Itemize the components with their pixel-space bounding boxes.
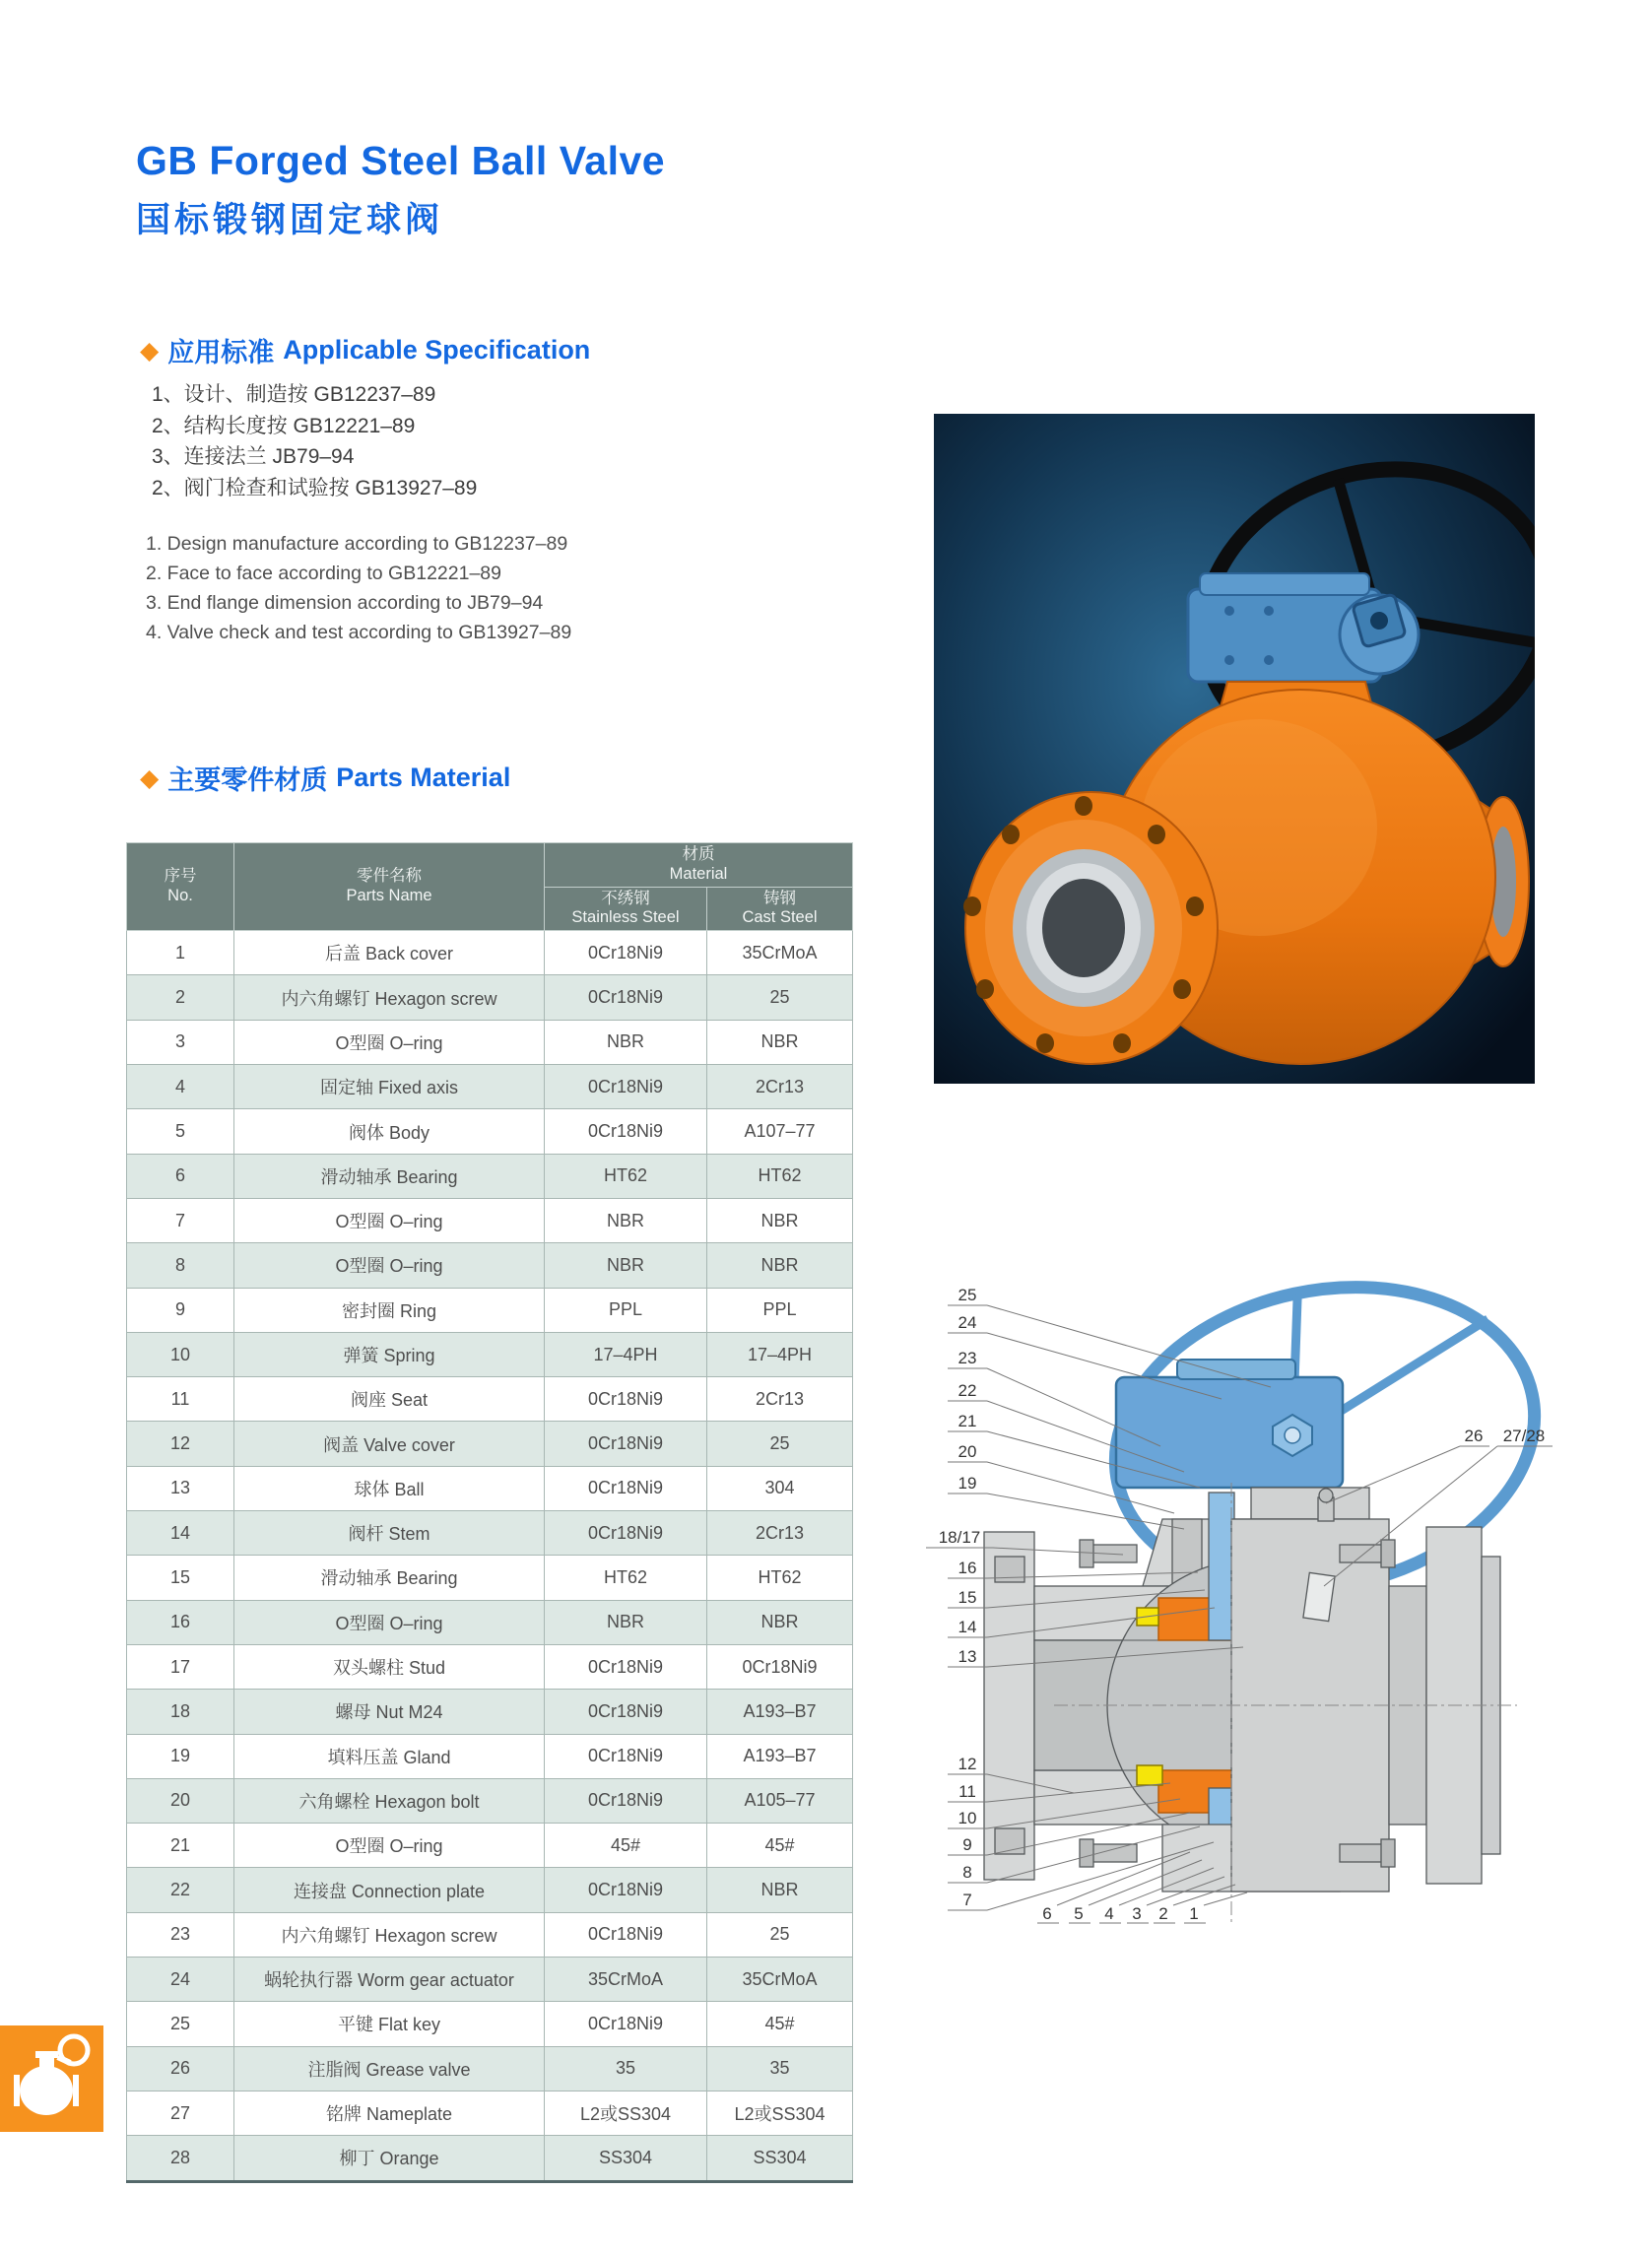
- table-row: [127, 2046, 853, 2091]
- section-heading-zh: 应用标准: [167, 338, 275, 367]
- table-row: [127, 1778, 853, 1823]
- callout-label: 20: [958, 1442, 977, 1461]
- table-row: [127, 1690, 853, 1734]
- material-cast: 0Cr18Ni9: [707, 1644, 853, 1689]
- section-heading-zh: 主要零件材质: [167, 765, 328, 795]
- parts-material-table: [126, 842, 853, 2183]
- table-row: [127, 1824, 853, 1868]
- table-row: [127, 1332, 853, 1376]
- table-row: [127, 1644, 853, 1689]
- part-no: 13: [127, 1466, 234, 1510]
- section-heading-parts-material: [140, 759, 510, 797]
- table-row: [127, 1243, 853, 1288]
- valve-product-photo: [934, 414, 1535, 1084]
- callout-label: 2: [1158, 1904, 1168, 1923]
- part-no: 1: [127, 931, 234, 975]
- material-stainless: 0Cr18Ni9: [545, 1778, 707, 1823]
- part-name: 填料压盖 Gland: [234, 1734, 545, 1778]
- left-flange: [963, 792, 1218, 1064]
- material-stainless: 0Cr18Ni9: [545, 1868, 707, 1912]
- part-no: 8: [127, 1243, 234, 1288]
- table-row: [127, 1958, 853, 2002]
- callout-label: 18/17: [938, 1528, 981, 1547]
- material-stainless: 0Cr18Ni9: [545, 1422, 707, 1466]
- part-name: 铭牌 Nameplate: [234, 2091, 545, 2135]
- part-no: 5: [127, 1109, 234, 1154]
- table-row: [127, 1466, 853, 1510]
- section-heading-en: Parts Material: [336, 763, 511, 792]
- callout-label: 9: [962, 1835, 972, 1854]
- material-cast: L2或SS304: [707, 2091, 853, 2135]
- table-row: [127, 1422, 853, 1466]
- material-stainless: 35: [545, 2046, 707, 2091]
- part-name: 球体 Ball: [234, 1466, 545, 1510]
- material-cast: 45#: [707, 2002, 853, 2046]
- material-cast: 17–4PH: [707, 1332, 853, 1376]
- material-cast: 35CrMoA: [707, 931, 853, 975]
- part-name: 连接盘 Connection plate: [234, 1868, 545, 1912]
- callout-label: 3: [1132, 1904, 1142, 1923]
- callout-label: 10: [958, 1809, 977, 1827]
- page-title-chinese: 国标锻钢固定球阀: [136, 201, 444, 239]
- part-name: 内六角螺钉 Hexagon screw: [234, 1912, 545, 1957]
- part-name: 双头螺柱 Stud: [234, 1644, 545, 1689]
- material-cast: A193–B7: [707, 1690, 853, 1734]
- part-no: 21: [127, 1824, 234, 1868]
- part-name: 六角螺栓 Hexagon bolt: [234, 1778, 545, 1823]
- material-stainless: NBR: [545, 1600, 707, 1644]
- part-name: 滑动轴承 Bearing: [234, 1556, 545, 1600]
- diagram-stem: [1209, 1493, 1234, 1640]
- material-cast: 35: [707, 2046, 853, 2091]
- column-header-parts-name: 零件名称 Parts Name: [234, 843, 545, 931]
- callout-label: 5: [1074, 1904, 1084, 1923]
- part-name: 内六角螺钉 Hexagon screw: [234, 975, 545, 1020]
- part-no: 23: [127, 1912, 234, 1957]
- callout-label: 21: [958, 1412, 977, 1430]
- callout-label: 11: [958, 1782, 976, 1801]
- material-cast: SS304: [707, 2136, 853, 2181]
- spec-item: 2、阀门检查和试验按 GB13927–89: [152, 476, 478, 499]
- spec-item: 4. Valve check and test according to GB13927–89: [146, 622, 572, 643]
- callout-label: 12: [958, 1755, 977, 1773]
- callout-label: 26: [1464, 1427, 1484, 1445]
- section-heading-en: Applicable Specification: [283, 335, 591, 365]
- callout-label: 4: [1104, 1904, 1114, 1923]
- spec-item: 1. Design manufacture according to GB12237–89: [146, 533, 568, 555]
- part-no: 16: [127, 1600, 234, 1644]
- material-cast: A193–B7: [707, 1734, 853, 1778]
- part-no: 25: [127, 2002, 234, 2046]
- part-no: 18: [127, 1690, 234, 1734]
- material-cast: 25: [707, 1422, 853, 1466]
- table-row: [127, 1065, 853, 1109]
- table-row: [127, 2002, 853, 2046]
- table-row: [127, 1198, 853, 1242]
- material-cast: 2Cr13: [707, 1511, 853, 1556]
- spec-list-english: [146, 529, 571, 647]
- spec-item: 1、设计、制造按 GB12237–89: [152, 383, 436, 406]
- part-no: 24: [127, 1958, 234, 2002]
- part-name: 后盖 Back cover: [234, 931, 545, 975]
- part-name: O型圈 O–ring: [234, 1243, 545, 1288]
- material-cast: A107–77: [707, 1109, 853, 1154]
- callout-label: 27/28: [1502, 1427, 1546, 1445]
- material-stainless: 0Cr18Ni9: [545, 2002, 707, 2046]
- part-no: 28: [127, 2136, 234, 2181]
- material-stainless: PPL: [545, 1288, 707, 1332]
- column-header-cast-steel: 铸钢 Cast Steel: [707, 887, 853, 931]
- part-no: 19: [127, 1734, 234, 1778]
- material-stainless: 0Cr18Ni9: [545, 1734, 707, 1778]
- diamond-icon: ◆: [140, 337, 160, 365]
- table-row: [127, 1511, 853, 1556]
- material-cast: 2Cr13: [707, 1065, 853, 1109]
- part-no: 2: [127, 975, 234, 1020]
- material-stainless: 0Cr18Ni9: [545, 1109, 707, 1154]
- column-header-no: 序号 No.: [127, 843, 234, 931]
- table-row: [127, 1556, 853, 1600]
- material-stainless: NBR: [545, 1198, 707, 1242]
- diagram-bearing-lower: [1137, 1765, 1162, 1785]
- callout-label: 22: [958, 1381, 977, 1400]
- material-stainless: HT62: [545, 1556, 707, 1600]
- material-stainless: 0Cr18Ni9: [545, 1912, 707, 1957]
- part-no: 11: [127, 1377, 234, 1422]
- section-heading-applicable-spec: [140, 331, 590, 369]
- part-name: 阀杆 Stem: [234, 1511, 545, 1556]
- company-logo: [0, 2025, 103, 2132]
- part-name: 滑动轴承 Bearing: [234, 1154, 545, 1198]
- material-cast: NBR: [707, 1198, 853, 1242]
- table-row: [127, 1377, 853, 1422]
- callout-label: 15: [958, 1588, 977, 1607]
- material-stainless: HT62: [545, 1154, 707, 1198]
- part-no: 12: [127, 1422, 234, 1466]
- table-row: [127, 1020, 853, 1064]
- part-no: 17: [127, 1644, 234, 1689]
- column-header-stainless-steel: 不绣钢 Stainless Steel: [545, 887, 707, 931]
- material-stainless: 0Cr18Ni9: [545, 1466, 707, 1510]
- part-name: O型圈 O–ring: [234, 1198, 545, 1242]
- table-row: [127, 1288, 853, 1332]
- callout-label: 23: [958, 1349, 977, 1367]
- spec-item: 3. End flange dimension according to JB79–94: [146, 592, 544, 614]
- page-title: GB Forged Steel Ball Valve: [136, 138, 666, 183]
- material-stainless: SS304: [545, 2136, 707, 2181]
- material-cast: 2Cr13: [707, 1377, 853, 1422]
- part-no: 22: [127, 1868, 234, 1912]
- spec-list-chinese: [152, 379, 477, 503]
- material-stainless: 45#: [545, 1824, 707, 1868]
- material-cast: 304: [707, 1466, 853, 1510]
- material-stainless: L2或SS304: [545, 2091, 707, 2135]
- callout-label: 1: [1189, 1904, 1199, 1923]
- callout-label: 24: [958, 1313, 977, 1332]
- spec-item: 3、连接法兰 JB79–94: [152, 445, 355, 468]
- part-no: 4: [127, 1065, 234, 1109]
- material-stainless: 0Cr18Ni9: [545, 1511, 707, 1556]
- material-stainless: 35CrMoA: [545, 1958, 707, 2002]
- part-name: 密封圈 Ring: [234, 1288, 545, 1332]
- part-no: 9: [127, 1288, 234, 1332]
- part-name: 固定轴 Fixed axis: [234, 1065, 545, 1109]
- callout-label: 19: [958, 1474, 977, 1493]
- table-row: [127, 1600, 853, 1644]
- material-stainless: 0Cr18Ni9: [545, 1377, 707, 1422]
- table-row: [127, 1868, 853, 1912]
- material-cast: NBR: [707, 1020, 853, 1064]
- table-row: [127, 975, 853, 1020]
- part-name: 阀盖 Valve cover: [234, 1422, 545, 1466]
- valve-cross-section-diagram: [926, 1261, 1652, 1931]
- column-header-material: 材质 Material: [545, 843, 853, 888]
- table-row: [127, 1734, 853, 1778]
- table-row: [127, 1154, 853, 1198]
- part-name: 柳丁 Orange: [234, 2136, 545, 2181]
- callout-label: 8: [962, 1863, 972, 1882]
- material-cast: HT62: [707, 1556, 853, 1600]
- diamond-icon: ◆: [140, 764, 160, 792]
- material-cast: HT62: [707, 1154, 853, 1198]
- callout-label: 13: [958, 1647, 977, 1666]
- material-cast: 25: [707, 975, 853, 1020]
- part-no: 6: [127, 1154, 234, 1198]
- callout-label: 14: [958, 1618, 977, 1636]
- part-no: 26: [127, 2046, 234, 2091]
- material-stainless: NBR: [545, 1243, 707, 1288]
- callout-label: 7: [962, 1891, 972, 1909]
- part-name: 蜗轮执行器 Worm gear actuator: [234, 1958, 545, 2002]
- part-no: 27: [127, 2091, 234, 2135]
- material-cast: NBR: [707, 1868, 853, 1912]
- part-no: 20: [127, 1778, 234, 1823]
- table-row: [127, 2091, 853, 2135]
- material-stainless: 17–4PH: [545, 1332, 707, 1376]
- callout-label: 16: [958, 1559, 977, 1577]
- material-stainless: 0Cr18Ni9: [545, 1690, 707, 1734]
- material-cast: A105–77: [707, 1778, 853, 1823]
- callout-label: 25: [958, 1286, 977, 1304]
- material-cast: NBR: [707, 1243, 853, 1288]
- material-stainless: 0Cr18Ni9: [545, 1065, 707, 1109]
- material-cast: 35CrMoA: [707, 1958, 853, 2002]
- part-no: 3: [127, 1020, 234, 1064]
- material-stainless: 0Cr18Ni9: [545, 1644, 707, 1689]
- material-cast: 25: [707, 1912, 853, 1957]
- part-no: 7: [127, 1198, 234, 1242]
- material-cast: NBR: [707, 1600, 853, 1644]
- part-name: 螺母 Nut M24: [234, 1690, 545, 1734]
- part-name: 阀座 Seat: [234, 1377, 545, 1422]
- spec-item: 2、结构长度按 GB12221–89: [152, 414, 416, 437]
- table-row: [127, 2136, 853, 2181]
- material-cast: PPL: [707, 1288, 853, 1332]
- part-name: 注脂阀 Grease valve: [234, 2046, 545, 2091]
- part-no: 15: [127, 1556, 234, 1600]
- table-row: [127, 1912, 853, 1957]
- table-row: [127, 931, 853, 975]
- part-name: 阀体 Body: [234, 1109, 545, 1154]
- spec-item: 2. Face to face according to GB12221–89: [146, 563, 501, 584]
- material-stainless: 0Cr18Ni9: [545, 931, 707, 975]
- callout-label: 6: [1042, 1904, 1052, 1923]
- table-row: [127, 1109, 853, 1154]
- material-cast: 45#: [707, 1824, 853, 1868]
- part-name: 弹簧 Spring: [234, 1332, 545, 1376]
- material-stainless: NBR: [545, 1020, 707, 1064]
- part-name: O型圈 O–ring: [234, 1020, 545, 1064]
- material-stainless: 0Cr18Ni9: [545, 975, 707, 1020]
- part-name: 平键 Flat key: [234, 2002, 545, 2046]
- part-name: O型圈 O–ring: [234, 1824, 545, 1868]
- part-name: O型圈 O–ring: [234, 1600, 545, 1644]
- part-no: 14: [127, 1511, 234, 1556]
- part-no: 10: [127, 1332, 234, 1376]
